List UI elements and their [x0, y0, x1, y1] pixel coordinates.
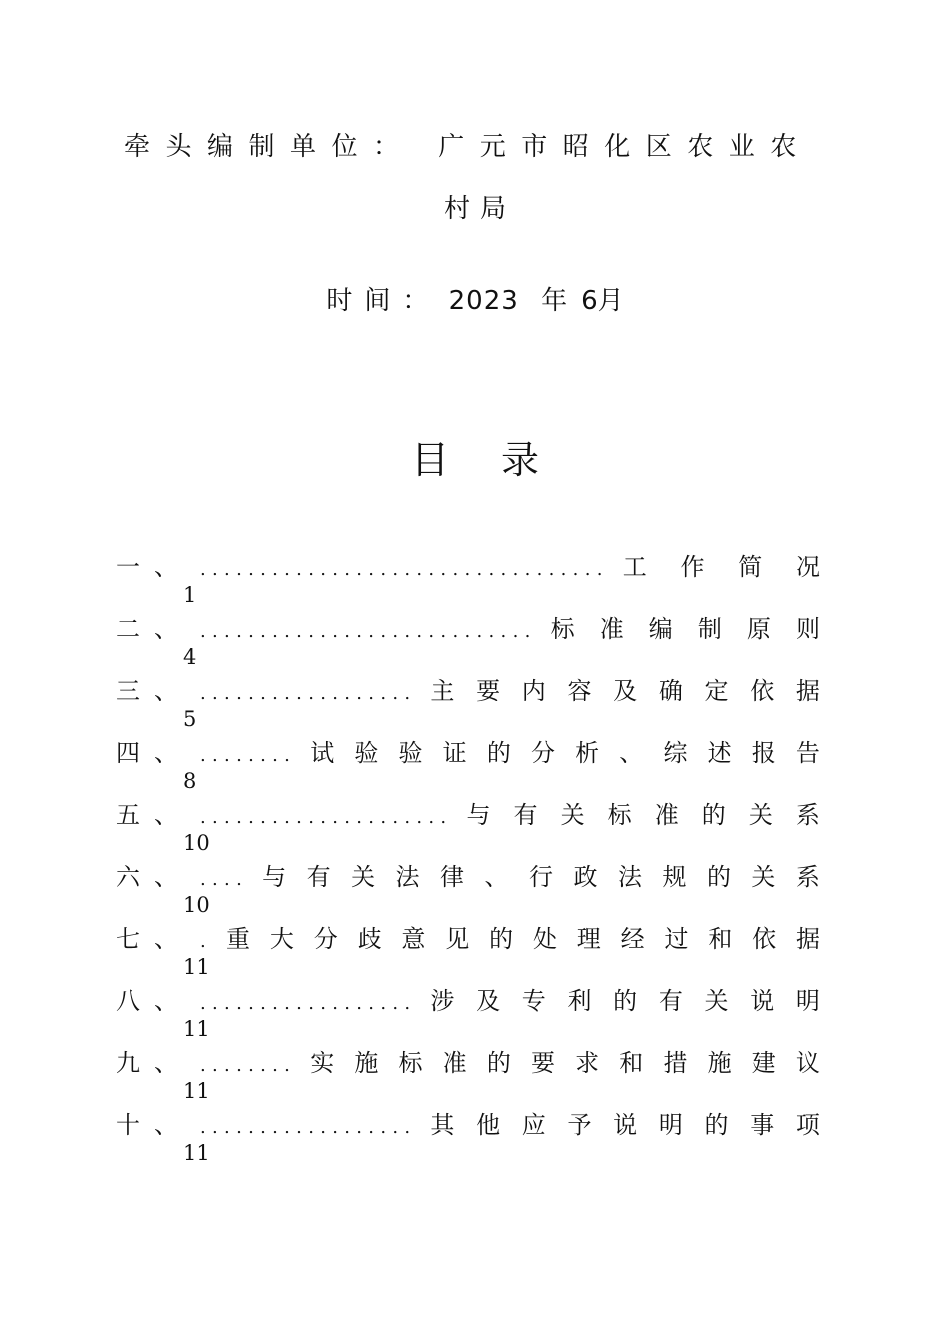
date-year-unit: 年: [541, 286, 568, 316]
toc-title-char: 重: [226, 925, 251, 953]
toc-title-char: 施: [354, 1049, 379, 1077]
toc-title: 目录: [410, 438, 591, 482]
toc-title-char: 准: [599, 615, 624, 643]
toc-entry-number: [116, 924, 200, 954]
toc-title-char: 的: [613, 987, 638, 1015]
toc-title-char: 经: [620, 925, 645, 953]
toc-title-char: 主: [430, 677, 455, 705]
toc-entry-separator: 、: [154, 677, 178, 705]
toc-title-char: 施: [707, 1049, 732, 1077]
toc-entry-number: [116, 986, 200, 1016]
toc-title-char: 处: [532, 925, 557, 953]
toc-entry-row: [116, 676, 820, 706]
toc-title-char: 和: [708, 925, 733, 953]
toc-entry-number: [116, 676, 200, 706]
toc-title-char: 标: [550, 615, 575, 643]
toc-entry-row: [116, 614, 820, 644]
toc-title-char: 分: [530, 739, 555, 767]
toc-title-char: 规: [662, 863, 687, 891]
toc-title-char: 应: [521, 1111, 546, 1139]
toc-entry-page-number: 8: [183, 769, 197, 793]
toc-title-char: 的: [701, 801, 726, 829]
toc-title-char: 工: [622, 553, 647, 581]
toc-entry-row: [116, 738, 820, 768]
toc-title-char: 议: [795, 1049, 820, 1077]
toc-entry-page-number: 11: [183, 1141, 210, 1165]
toc-title-char: 标: [398, 1049, 423, 1077]
toc-title-char: 利: [567, 987, 592, 1015]
toc-title-char: 的: [706, 863, 731, 891]
toc-entry-leader-dots: ........: [200, 1055, 297, 1076]
toc-title-char: 法: [617, 863, 642, 891]
toc-title-char: 实: [310, 1049, 335, 1077]
toc-title-char: 、: [484, 863, 509, 891]
date-label: 时间：: [326, 286, 441, 316]
toc-title-char: 依: [752, 925, 777, 953]
toc-title-char: 事: [750, 1111, 775, 1139]
toc-title-char: 要: [476, 677, 501, 705]
toc-title-char: 有: [658, 987, 683, 1015]
toc-title-char: 况: [796, 553, 820, 581]
toc-title-char: 歧: [357, 925, 382, 953]
toc-title-char: 制: [697, 615, 722, 643]
toc-entry-separator: 、: [154, 925, 178, 953]
toc-title-char: 理: [576, 925, 601, 953]
toc-title-char: 求: [575, 1049, 600, 1077]
toc-entry[interactable]: [116, 552, 820, 614]
toc-title-char: 专: [521, 987, 546, 1015]
toc-entry-page-number: 4: [183, 645, 197, 669]
toc-title-char: 说: [750, 987, 775, 1015]
lead-organization-line-1: 牵头编制单位： 广元市昭化区农业农: [124, 132, 812, 162]
toc-title-char: 准: [442, 1049, 467, 1077]
toc-title-char: 试: [310, 739, 335, 767]
toc-entry-leader-dots: ........: [200, 745, 297, 766]
toc-entry-number: [116, 738, 200, 768]
toc-entry[interactable]: [116, 614, 820, 676]
toc-title-char: 关: [704, 987, 729, 1015]
toc-entry-title: [226, 924, 820, 954]
toc-title-char: 予: [567, 1111, 592, 1139]
toc-title-char: 要: [530, 1049, 555, 1077]
toc-entry-separator: 、: [154, 863, 178, 891]
toc-title-char: 据: [796, 925, 820, 953]
toc-entry-numeral: 十: [116, 1111, 140, 1139]
toc-title-char: 的: [704, 1111, 729, 1139]
toc-entry-leader-dots: .....................: [200, 807, 453, 828]
toc-entry-numeral: 八: [116, 987, 140, 1015]
toc-title-char: 的: [486, 1049, 511, 1077]
toc-title-char: 告: [795, 739, 820, 767]
toc-entry[interactable]: [116, 862, 820, 924]
toc-title-char: 编: [648, 615, 673, 643]
toc-title-char: 证: [442, 739, 467, 767]
toc-title-char: 有: [306, 863, 331, 891]
toc-title-char: 确: [658, 677, 683, 705]
toc-entry-page-number: 1: [183, 583, 197, 607]
toc-title-char: 及: [476, 987, 501, 1015]
date-line: [0, 286, 950, 316]
toc-title-char: 其: [430, 1111, 455, 1139]
toc-title-char: 原: [746, 615, 771, 643]
toc-entry-leader-dots: ..................................: [200, 559, 609, 580]
toc-title-char: 的: [486, 739, 511, 767]
toc-title-char: 关: [351, 863, 376, 891]
date-year: 2023: [448, 286, 519, 316]
toc-entry-number: [116, 1048, 200, 1078]
toc-entry-page-number: 11: [183, 955, 210, 979]
toc-title-char: 验: [398, 739, 423, 767]
toc-title-char: 过: [664, 925, 689, 953]
toc-entry-numeral: 二: [116, 615, 140, 643]
toc-title-char: 关: [751, 863, 776, 891]
toc-title-char: 容: [567, 677, 592, 705]
toc-entry-title: [262, 862, 820, 892]
toc-entry-row: [116, 924, 820, 954]
toc-title-char: 有: [513, 801, 538, 829]
toc-entry-number: [116, 800, 200, 830]
toc-entry-separator: 、: [154, 1111, 178, 1139]
toc-entry-title: [623, 552, 820, 582]
toc-entry-row: [116, 552, 820, 582]
toc-entry-numeral: 六: [116, 863, 140, 891]
toc-title-char: 析: [575, 739, 600, 767]
toc-title-char: 报: [751, 739, 776, 767]
lead-organization-line-2: 村局: [443, 194, 516, 224]
toc-entry-numeral: 五: [116, 801, 140, 829]
toc-entry-numeral: 七: [116, 925, 140, 953]
toc-title-char: 意: [401, 925, 426, 953]
toc-title-char: 律: [440, 863, 465, 891]
toc-title-char: 依: [750, 677, 775, 705]
toc-entry-separator: 、: [154, 739, 178, 767]
toc-title-char: 政: [573, 863, 598, 891]
toc-title-char: 的: [489, 925, 514, 953]
toc-entry-title: [430, 1110, 820, 1140]
toc-entry-row: [116, 986, 820, 1016]
toc-entry-leader-dots: ....: [200, 869, 249, 890]
toc-entry-number: [116, 862, 200, 892]
toc-title-char: 说: [613, 1111, 638, 1139]
toc-title-char: 法: [395, 863, 420, 891]
toc-entry-page-number: 11: [183, 1079, 210, 1103]
toc-title-char: 述: [707, 739, 732, 767]
toc-entry-numeral: 四: [116, 739, 140, 767]
toc-entry-title: [551, 614, 820, 644]
toc-title-char: 内: [521, 677, 546, 705]
toc-title-char: 、: [619, 739, 644, 767]
toc-entry-leader-dots: ..................: [200, 683, 417, 704]
toc-title-char: 作: [680, 553, 705, 581]
toc-entry-numeral: 一: [116, 553, 140, 581]
toc-title-char: 则: [796, 615, 820, 643]
toc-entry[interactable]: [116, 1110, 820, 1172]
toc-title-char: 据: [795, 677, 820, 705]
toc-entry-title: [430, 986, 820, 1016]
toc-title-char: 明: [658, 1111, 683, 1139]
toc-title-char: 和: [619, 1049, 644, 1077]
toc-entry-separator: 、: [154, 1049, 178, 1077]
toc-title-char: 关: [748, 801, 773, 829]
toc-entry-leader-dots: .: [200, 931, 213, 952]
toc-title-char: 建: [751, 1049, 776, 1077]
toc-title-char: 分: [313, 925, 338, 953]
toc-entry-numeral: 九: [116, 1049, 140, 1077]
toc-entry-row: [116, 862, 820, 892]
toc-title-char: 定: [704, 677, 729, 705]
toc-title-char: 系: [795, 863, 820, 891]
toc-entry[interactable]: [116, 986, 820, 1048]
toc-entry-separator: 、: [154, 553, 178, 581]
toc-title-char: 准: [654, 801, 679, 829]
toc-entry-separator: 、: [154, 987, 178, 1015]
toc-entry-number: [116, 1110, 200, 1140]
toc-entry[interactable]: [116, 800, 820, 862]
toc-entry-leader-dots: ............................: [200, 621, 537, 642]
date-month: 6月: [581, 286, 624, 316]
toc-entry[interactable]: [116, 738, 820, 800]
toc-title-char: 综: [663, 739, 688, 767]
toc-entry-number: [116, 614, 200, 644]
toc-title-char: 系: [795, 801, 820, 829]
toc-title-char: 验: [354, 739, 379, 767]
toc-entry-title: [466, 800, 820, 830]
toc-entry-page-number: 10: [183, 893, 210, 917]
toc-title-char: 大: [269, 925, 294, 953]
toc-entry-number: [116, 552, 200, 582]
toc-entry-title: [430, 676, 820, 706]
toc-entry[interactable]: [116, 676, 820, 738]
toc-entry-separator: 、: [154, 801, 178, 829]
toc-entry-page-number: 11: [183, 1017, 210, 1041]
toc-entry-title: [310, 738, 820, 768]
toc-title-char: 简: [738, 553, 763, 581]
toc-entry-leader-dots: ..................: [200, 1117, 417, 1138]
toc-title-char: 标: [607, 801, 632, 829]
toc-entry-page-number: 5: [183, 707, 197, 731]
toc-title-char: 他: [476, 1111, 501, 1139]
toc-entry-separator: 、: [154, 615, 178, 643]
toc-entry[interactable]: [116, 924, 820, 986]
toc-title-char: 见: [445, 925, 470, 953]
toc-entry-numeral: 三: [116, 677, 140, 705]
toc-entry-title: [310, 1048, 820, 1078]
toc-entry-row: [116, 1048, 820, 1078]
toc-title-char: 明: [795, 987, 820, 1015]
toc-title-char: 行: [529, 863, 553, 891]
toc-entry-row: [116, 800, 820, 830]
toc-entry-row: [116, 1110, 820, 1140]
toc-title-char: 措: [663, 1049, 688, 1077]
toc-title-char: 关: [560, 801, 585, 829]
toc-title-char: 及: [613, 677, 638, 705]
toc-entry-leader-dots: ..................: [200, 993, 417, 1014]
toc-title-char: 与: [262, 863, 287, 891]
toc-title-char: 涉: [430, 987, 455, 1015]
toc-title-char: 与: [466, 801, 491, 829]
toc-title-char: 项: [795, 1111, 820, 1139]
toc-entry-page-number: 10: [183, 831, 210, 855]
toc-entry[interactable]: [116, 1048, 820, 1110]
